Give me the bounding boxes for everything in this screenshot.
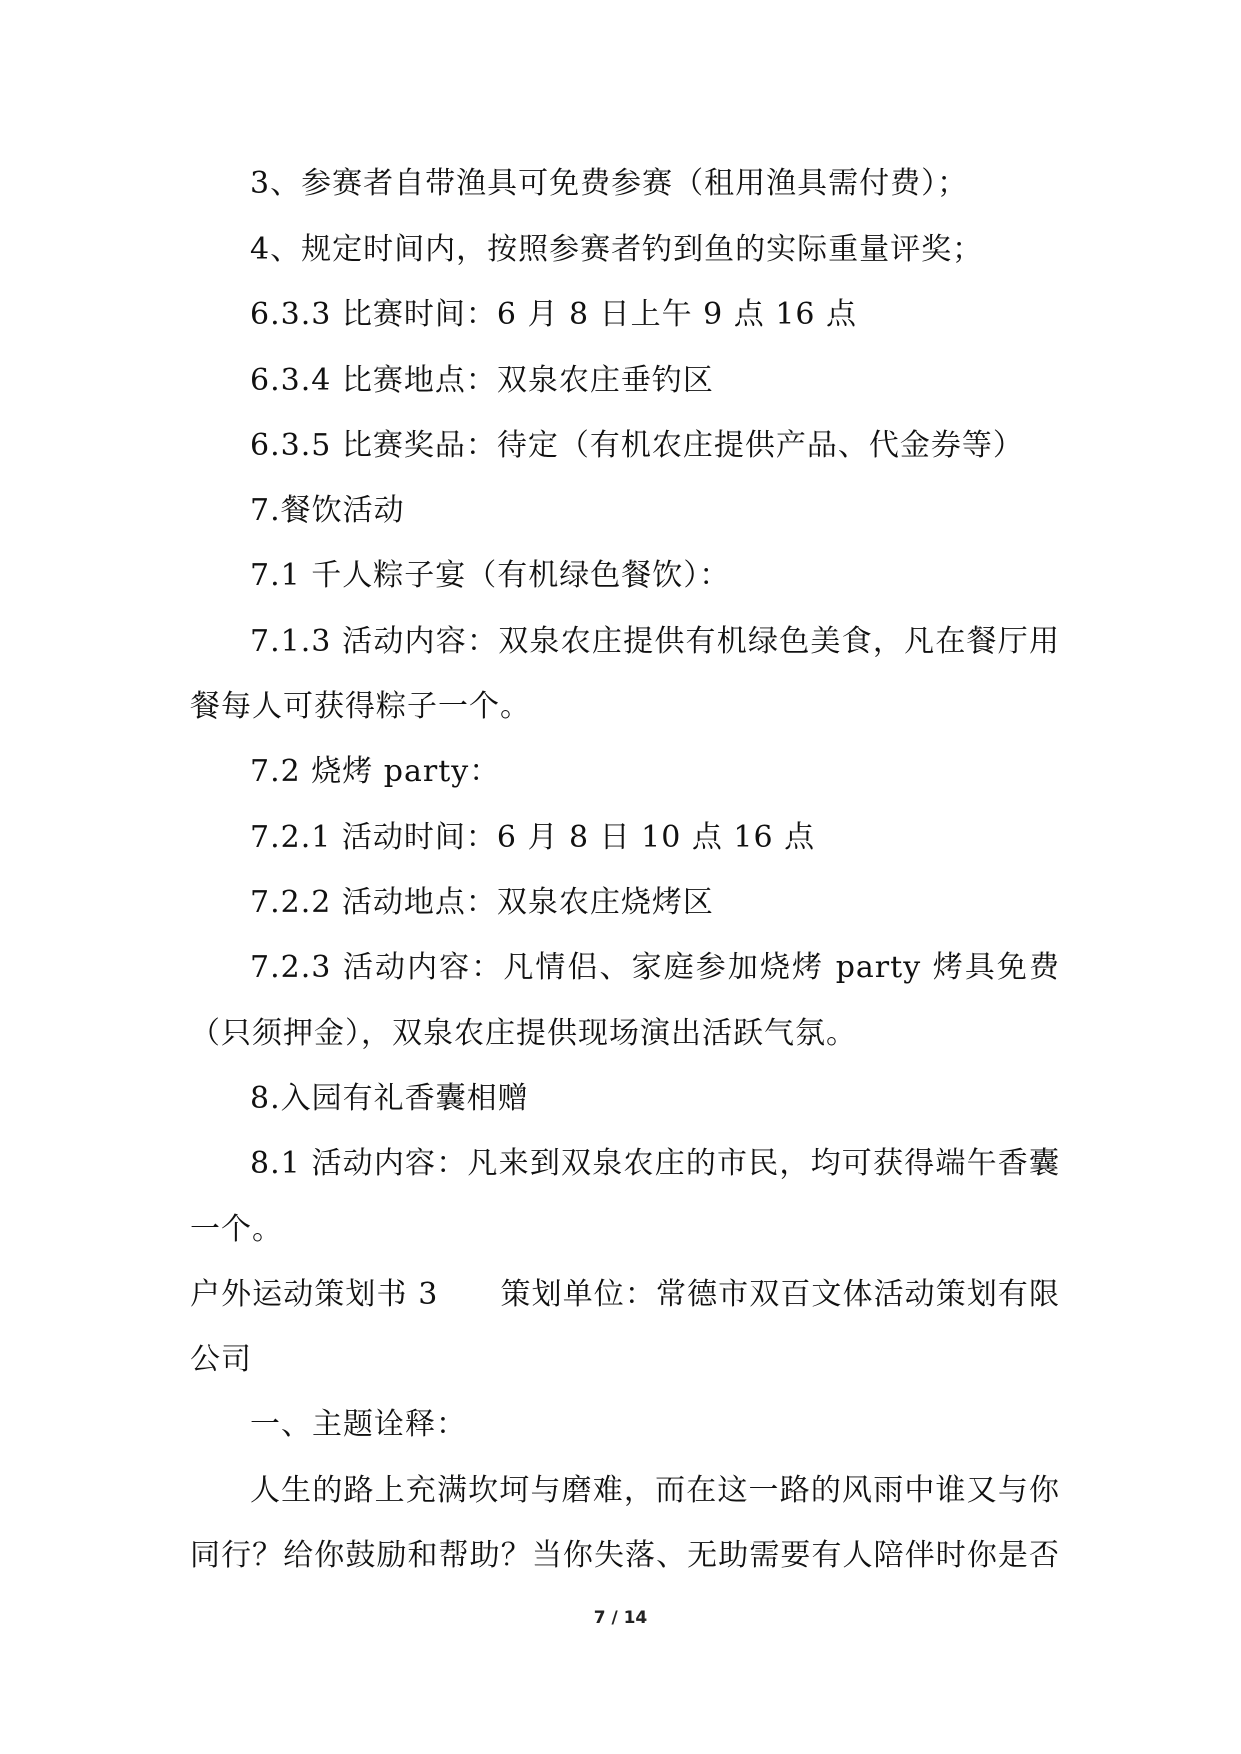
page-number: 7 / 14 — [593, 1608, 648, 1628]
paragraph-line: 6.3.4 比赛地点：双泉农庄垂钓区 — [250, 363, 714, 398]
paragraph-line: 7.1.3 活动内容：双泉农庄提供有机绿色美食，凡在餐厅用 — [250, 624, 1060, 659]
document-title-line: 公司 — [190, 1342, 252, 1377]
paragraph-line: （只须押金），双泉农庄提供现场演出活跃气氛。 — [190, 1016, 857, 1051]
paragraph-line: 4、规定时间内，按照参赛者钓到鱼的实际重量评奖； — [250, 232, 984, 267]
section-heading: 一、主题诠释： — [250, 1407, 467, 1442]
paragraph-line: 同行？给你鼓励和帮助？当你失落、无助需要有人陪伴时你是否 — [190, 1538, 1060, 1573]
section-heading: 8.入园有礼香囊相赠 — [250, 1081, 529, 1116]
paragraph-line: 3、参赛者自带渔具可免费参赛（租用渔具需付费）； — [250, 166, 969, 201]
paragraph-line: 8.1 活动内容：凡来到双泉农庄的市民，均可获得端午香囊 — [250, 1146, 1060, 1181]
paragraph-line: 6.3.3 比赛时间：6 月 8 日上午 9 点 16 点 — [250, 297, 858, 332]
paragraph-line: 餐每人可获得粽子一个。 — [190, 689, 531, 724]
paragraph-line: 7.2.3 活动内容：凡情侣、家庭参加烧烤 party 烤具免费 — [250, 950, 1060, 985]
paragraph-line: 人生的路上充满坎坷与磨难，而在这一路的风雨中谁又与你 — [250, 1473, 1060, 1508]
section-heading: 7.餐饮活动 — [250, 493, 405, 528]
subsection-heading: 7.1 千人粽子宴（有机绿色餐饮）： — [250, 558, 731, 593]
paragraph-line: 7.2.1 活动时间：6 月 8 日 10 点 16 点 — [250, 820, 816, 855]
paragraph-line: 6.3.5 比赛奖品：待定（有机农庄提供产品、代金券等） — [250, 428, 1024, 463]
subsection-heading: 7.2 烧烤 party： — [250, 754, 501, 789]
paragraph-line: 一个。 — [190, 1212, 283, 1247]
paragraph-line: 7.2.2 活动地点：双泉农庄烧烤区 — [250, 885, 714, 920]
document-title-line: 户外运动策划书 3 策划单位：常德市双百文体活动策划有限 — [190, 1277, 1060, 1312]
